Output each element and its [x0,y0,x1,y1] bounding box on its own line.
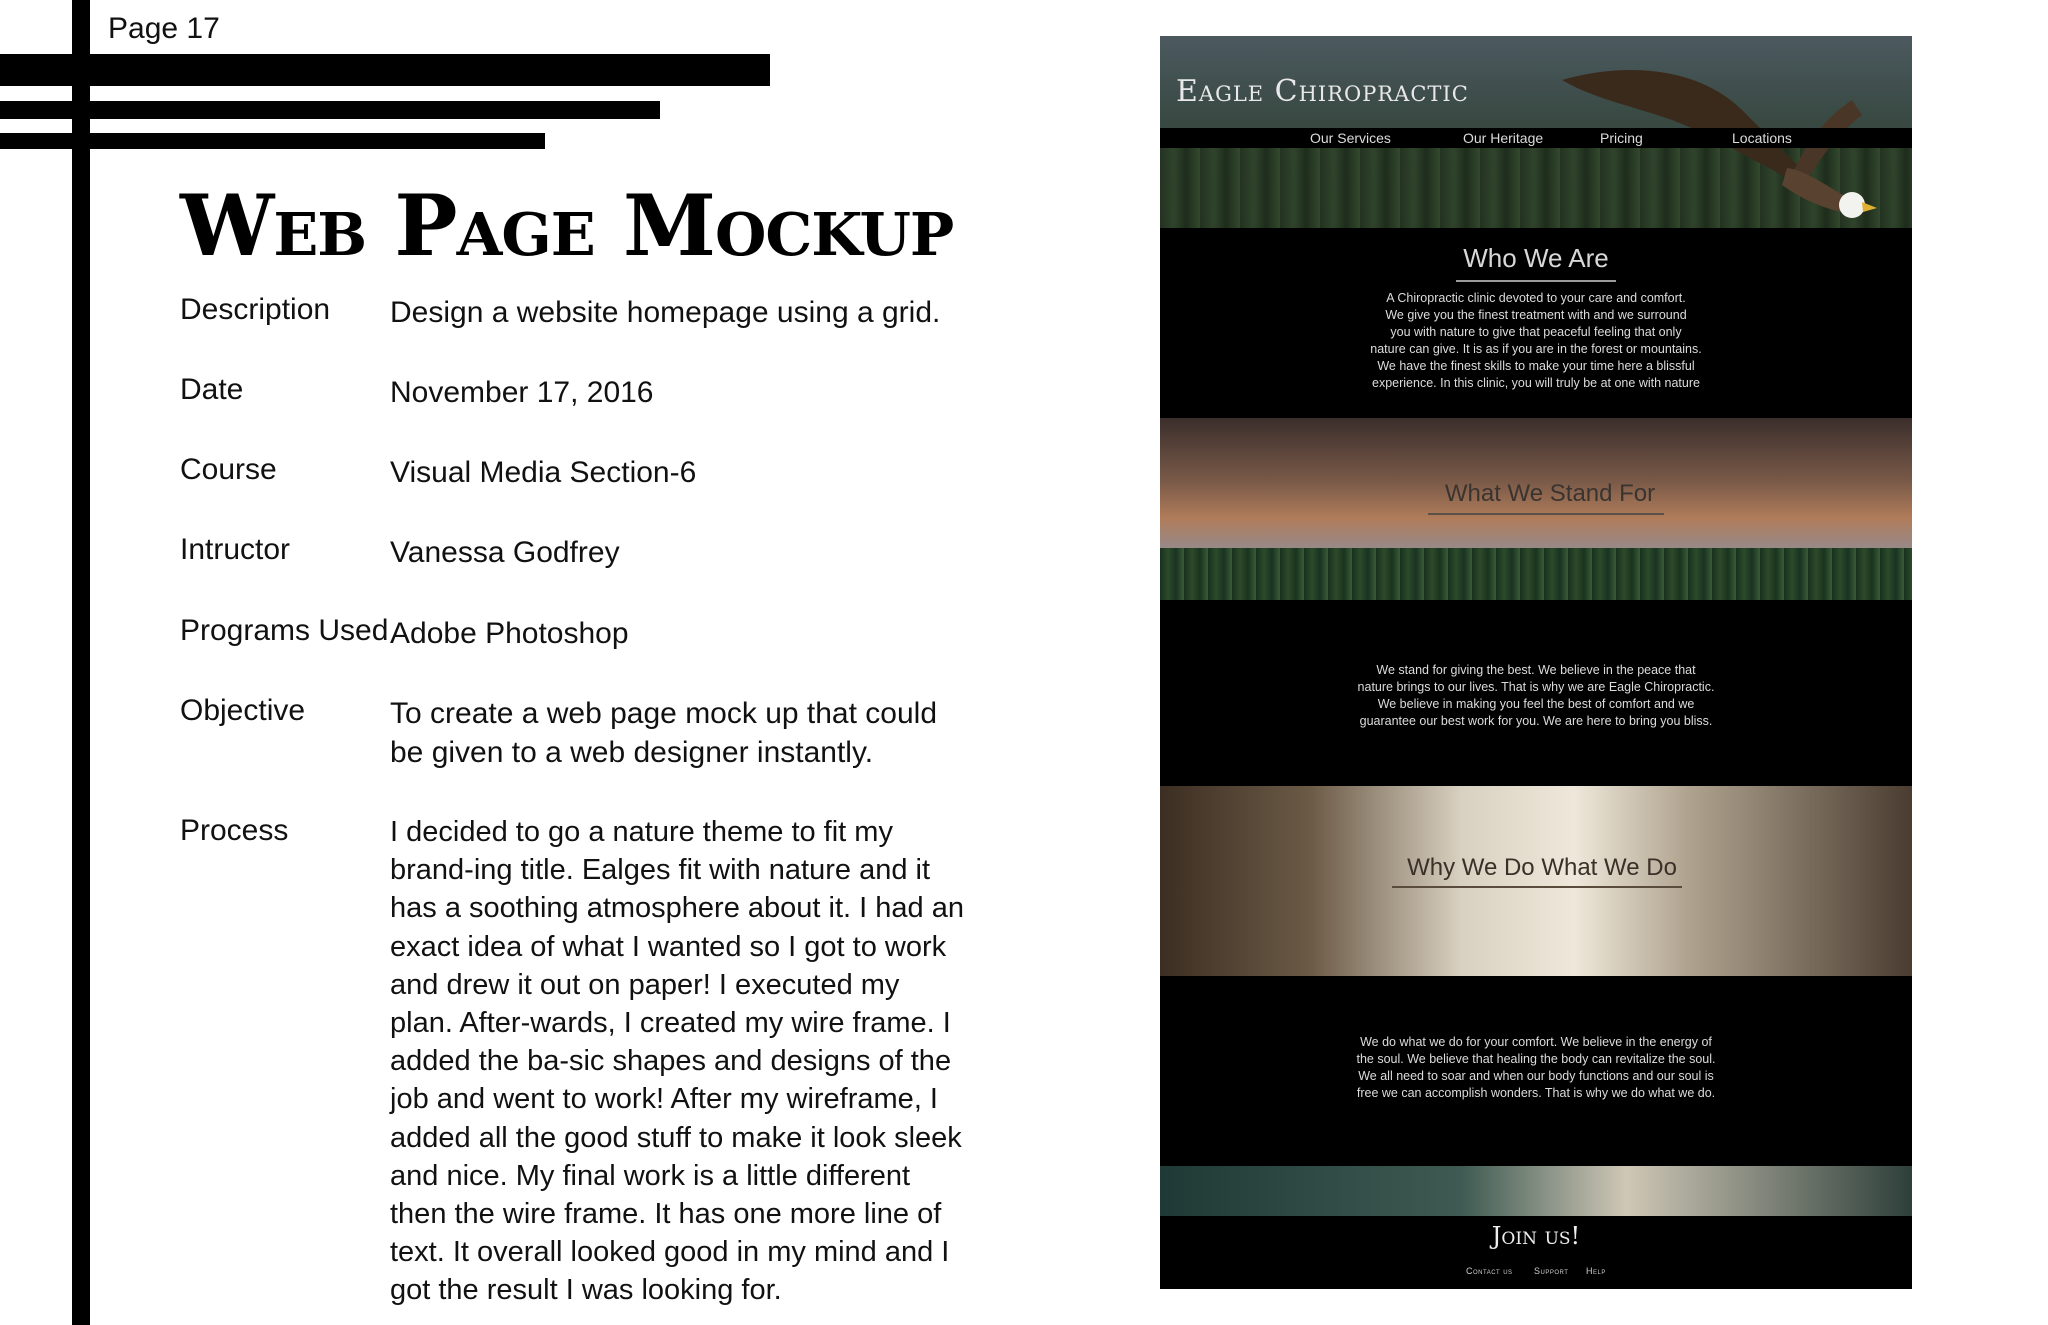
nav-our-heritage: Our Heritage [1463,130,1544,146]
nav-our-services: Our Services [1310,130,1391,146]
what-we-stand-for-heading: What We Stand For [1444,480,1656,507]
detail-value-process: I decided to go a nature theme to fit my brand-ing title. Ealges fit with nature and it has a soothing atmosphere about it. I had an exact idea of what I wanted so I got to work and drew it out on paper! I executed my plan. After-wards, I created my wire frame. I added the ba-sic shapes and designs of the job and went to work! After my wireframe, I added all the good stuff to make it look sleek and nice. My final work is a little different then the wire frame. It has one more line of text. It overall looked good in my mind and I got the result I was looking for. [390,816,964,1307]
horizontal-rule-1 [0,54,770,86]
detail-value-date: November 17, 2016 [390,376,654,409]
detail-label-date: Date [180,373,244,406]
who-we-are-heading: Who We Are [1463,243,1609,273]
nav-locations: Locations [1732,130,1792,146]
join-us-button[interactable]: Join us! [1491,1222,1581,1250]
detail-label-description: Description [180,293,331,326]
heading-underline [1392,886,1682,888]
horizontal-rule-2 [0,101,660,119]
footer-link-support[interactable]: Support [1534,1266,1569,1276]
why-we-do-heading: Why We Do What We Do [1407,854,1677,881]
heading-underline [1456,280,1616,282]
detail-value-objective: To create a web page mock up that could be given to a web designer instantly. [390,697,938,769]
page-number: Page 17 [108,12,220,45]
treeline [1160,548,1912,600]
what-we-stand-for-text: We stand for giving the best. We believe in the peace that nature brings to our lives. That is why we are Eagle Chiropractic. We believe in making you feel the best of comfort and we guarantee our best work for you. We are here to bring you bliss. [1357,663,1715,728]
nav-pricing: Pricing [1600,130,1643,146]
footer-link-help[interactable]: Help [1586,1266,1606,1276]
detail-label-course: Course [180,453,277,486]
detail-label-instructor: Intructor [180,533,291,566]
detail-label-programs: Programs Used [180,614,389,647]
web-page-mockup [1160,36,1912,1289]
footer-link-contact[interactable]: Contact us [1466,1266,1513,1276]
waterfall-strip [1160,1166,1912,1216]
detail-value-course: Visual Media Section-6 [390,456,697,489]
detail-label-process: Process [180,814,289,847]
detail-value-instructor: Vanessa Godfrey [390,536,620,569]
brand-logo: Eagle Chiropractic [1176,74,1469,109]
who-we-are-text: A Chiropractic clinic devoted to your care and comfort. We give you the finest treatment with and we surround you with nature to give that peaceful feeling that only nature can give. It is as if you are in the forest or mountains. We have the finest skills to make your time here a blissful experience. In this clinic, you will truly be at one with nature [1370,291,1702,390]
detail-value-description: Design a website homepage using a grid. [390,296,941,329]
detail-label-objective: Objective [180,694,306,727]
vertical-rule [72,0,90,1325]
why-we-do-text: We do what we do for your comfort. We believe in the energy of the soul. We believe that healing the body can revitalize the soul. We all need to soar and when our body functions and our soul is free we can accomplish wonders. That is why we do what we do. [1356,1035,1716,1100]
heading-underline [1428,513,1664,515]
detail-value-programs: Adobe Photoshop [390,617,629,650]
horizontal-rule-3 [0,133,545,149]
mountain-sunset-banner [1160,418,1912,600]
page-title: Web Page Mockup [180,176,954,275]
